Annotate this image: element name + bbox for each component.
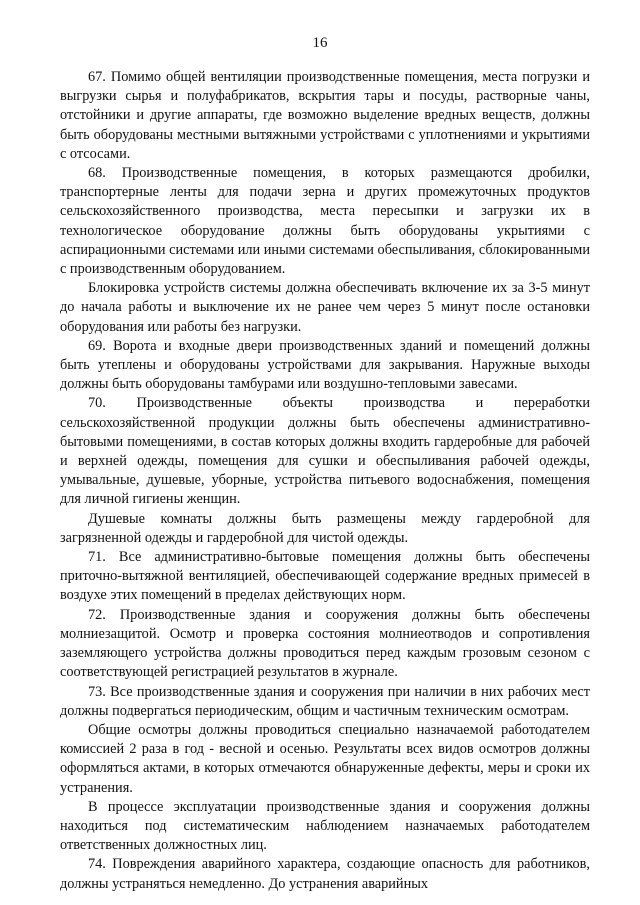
- paragraph-71: 71. Все административно-бытовые помещения должны быть обеспечены приточно-вытяжной вентиляцией, обеспечивающей содержание вредных примесей в воздухе этих помещений в пределах действующих норм.: [60, 549, 590, 604]
- paragraph-73: 73. Все производственные здания и сооружения при наличии в них рабочих мест должны подвергаться периодическим, общим и частичным техническим осмотрам.: [60, 683, 590, 719]
- paragraph-68: 68. Производственные помещения, в которых размещаются дробилки, транспортерные ленты для подачи зерна и других промежуточных продуктов сельскохозяйственного производства, места пересыпки и загрузки их в технологическое оборудование должны быть оборудованы укрытиями с аспирационными системами или иными системами обеспыливания, сблокированными с производственным оборудованием.: [60, 165, 590, 278]
- paragraph-69: 69. Ворота и входные двери производственных зданий и помещений должны быть утеплены и оборудованы устройствами для закрывания. Наружные выходы должны быть оборудованы тамбурами или воздушно-тепловыми завесами.: [60, 337, 590, 393]
- paragraph-73-supervision: В процессе эксплуатации производственные здания и сооружения должны находиться под систематическим наблюдением назначаемых работодателем ответственных должностных лиц.: [60, 798, 590, 854]
- paragraph-67: 67. Помимо общей вентиляции производственные помещения, места погрузки и выгрузки сырья и полуфабрикатов, вскрытия тары и посуды, растворные чаны, отстойники и другие аппараты, где возможно выделение вредных веществ, должны быть оборудованы местными вытяжными устройствами с уплотнениями и укрытиями с отсосами.: [60, 69, 590, 162]
- page-number: 16: [312, 35, 328, 51]
- paragraph-74: 74. Повреждения аварийного характера, создающие опасность для работников, должны устраняться немедленно. До устранения аварийных: [60, 856, 590, 892]
- paragraph-70-showers: Душевые комнаты должны быть размещены между гардеробной для загрязненной одежды и гардеробной для чистой одежды.: [60, 510, 590, 546]
- paragraph-73-general-inspections: Общие осмотры должны проводиться специально назначаемой работодателем комиссией 2 раза в год - весной и осенью. Результаты всех видов осмотров должны оформляться актами, в которых отмечаются обнаруженные дефекты, меры и сроки их устранения.: [60, 721, 590, 796]
- paragraph-68-interlock: Блокировка устройств системы должна обеспечивать включение их за 3-5 минут до начала работы и выключение их не ранее чем через 5 минут после остановки оборудования или работы без нагрузки.: [60, 280, 590, 335]
- paragraph-70: 70. Производственные объекты производства и переработки сельскохозяйственной продукции должны быть обеспечены административно-бытовыми помещениями, в состав которых должны входить гардеробные для рабочей и верхней одежды, помещения для сушки и обеспыливания рабочей одежды, умывальные, душевые, уборные, устройства питьевого водоснабжения, помещения для личной гигиены женщин.: [60, 395, 590, 508]
- paragraph-72: 72. Производственные здания и сооружения должны быть обеспечены молниезащитой. Осмотр и проверка состояния молниеотводов и сопротивления заземляющего устройства должны проводиться перед каждым грозовым сезоном с соответствующей регистрацией результатов в журнале.: [60, 606, 590, 681]
- document-body: [60, 68, 590, 894]
